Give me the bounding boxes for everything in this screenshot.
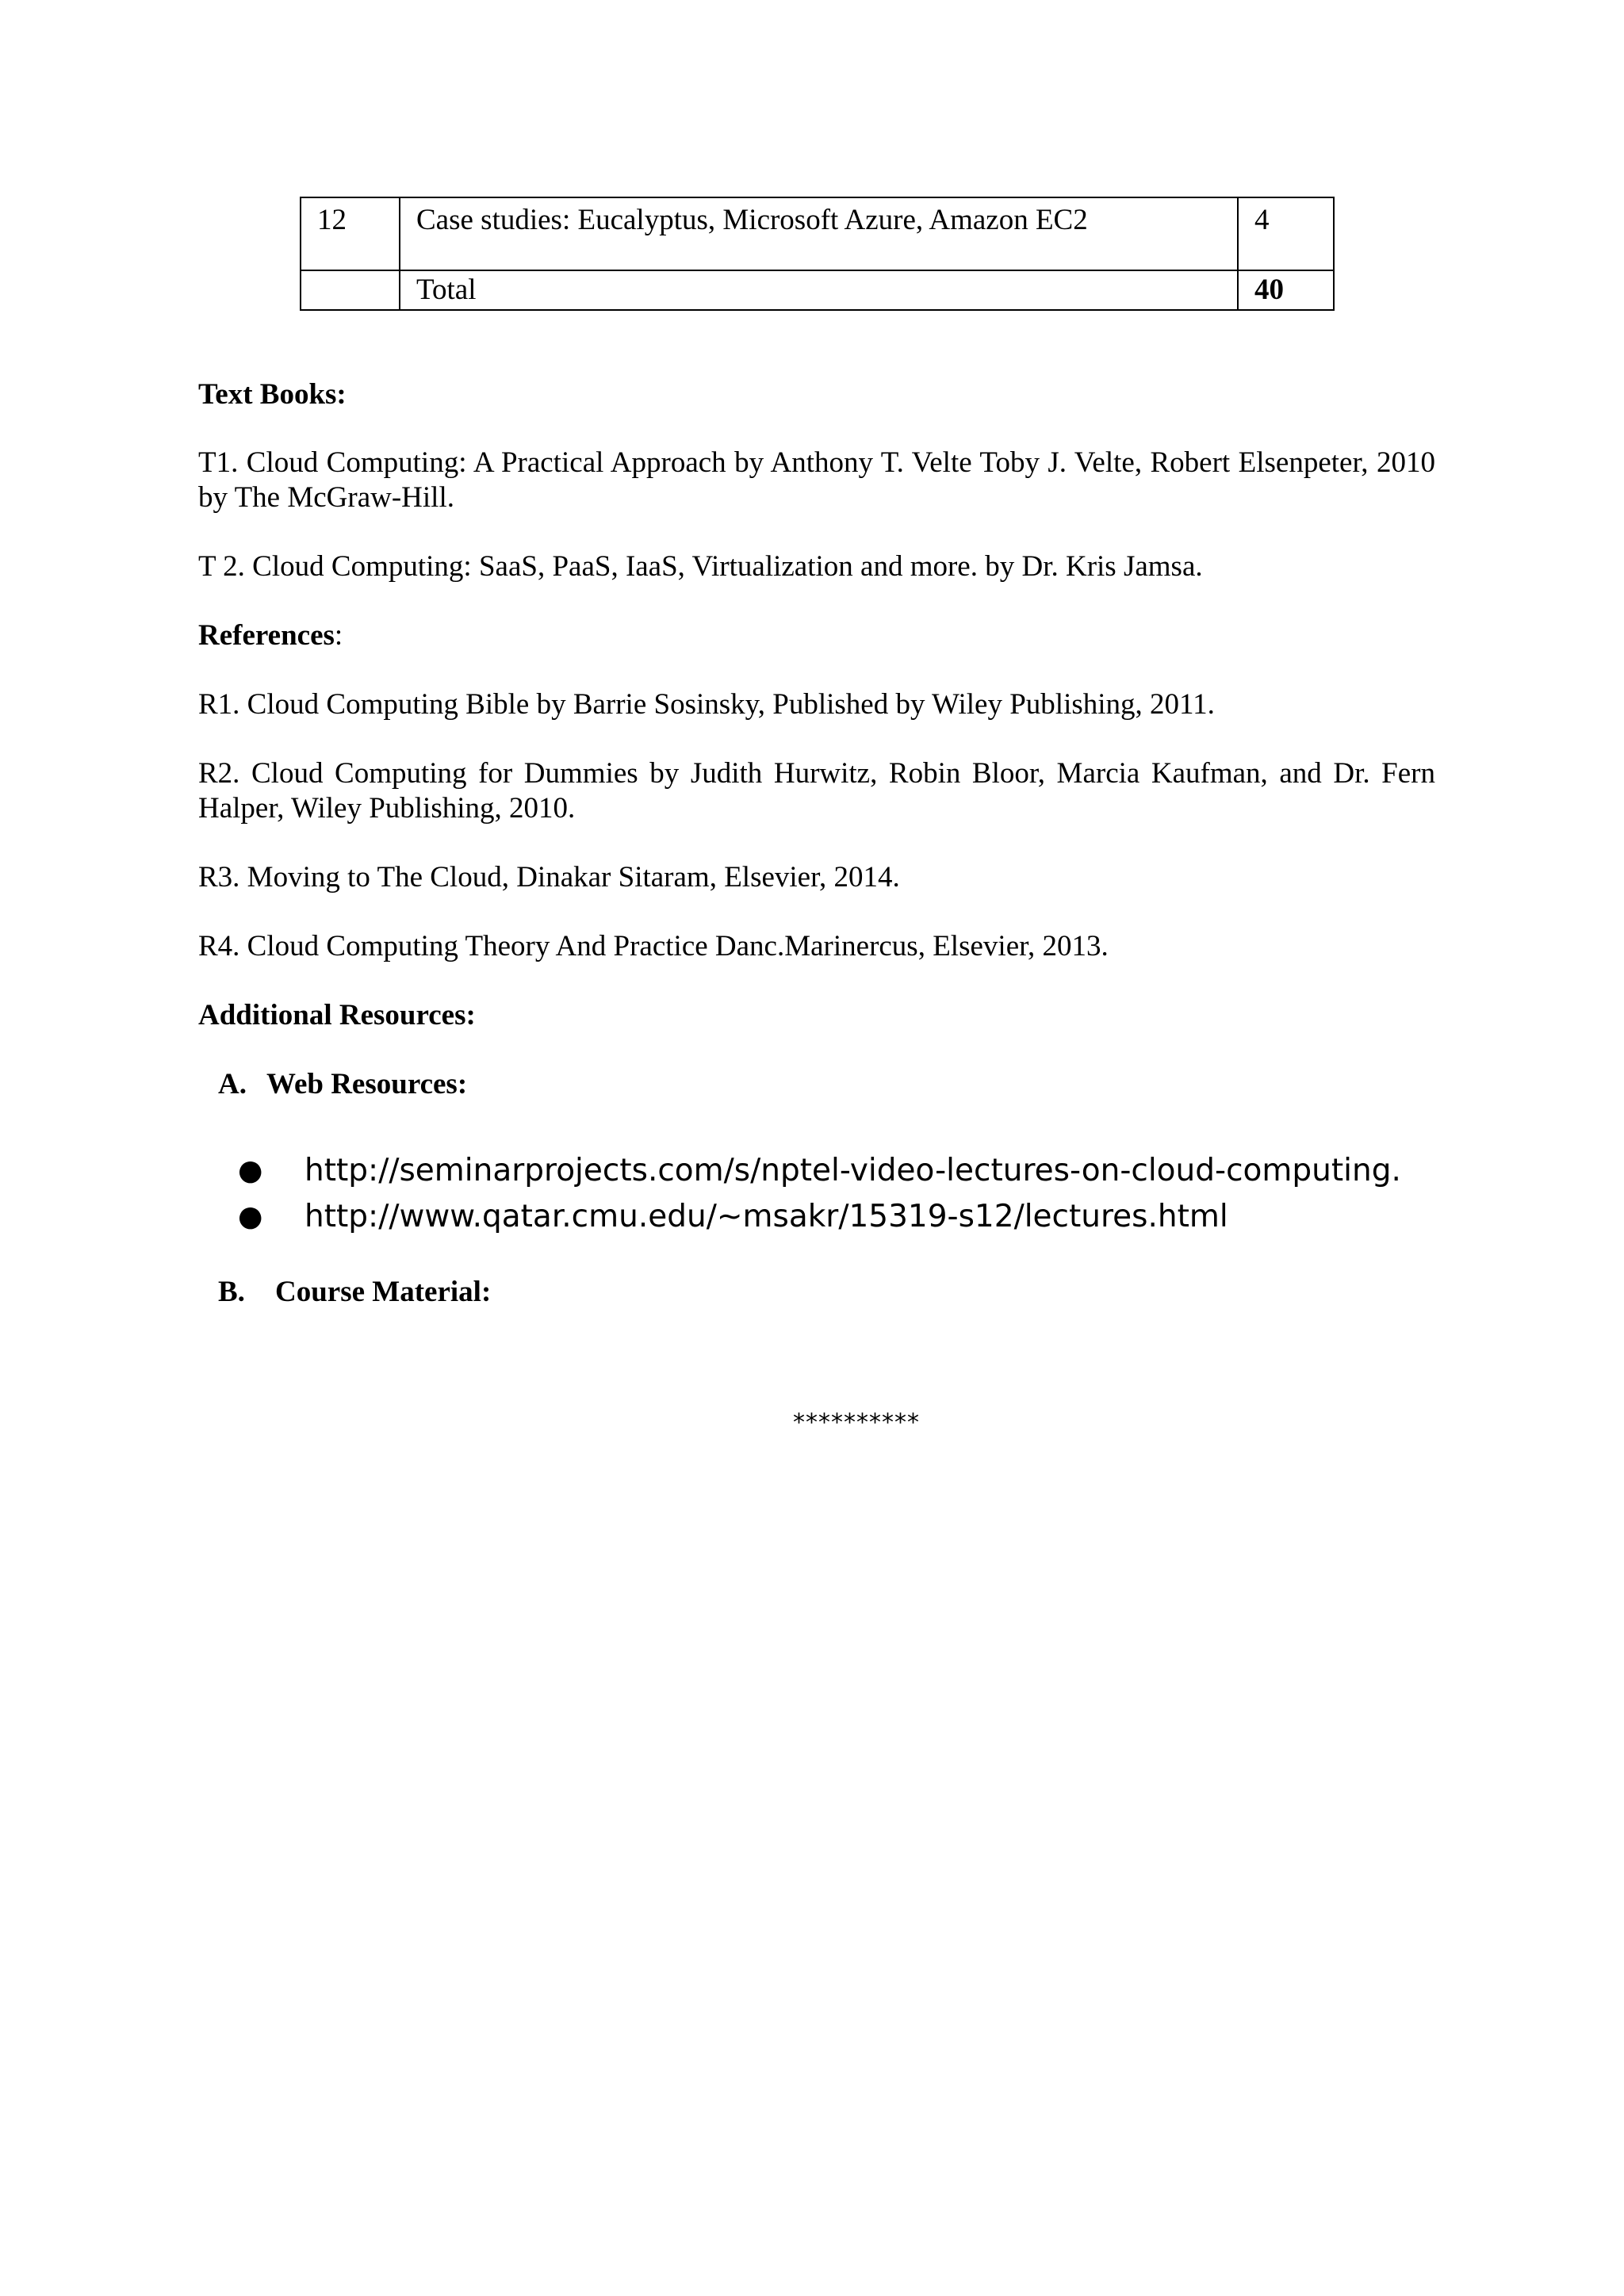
end-divider-stars: **********: [793, 1409, 920, 1437]
text-books-heading: Text Books:: [198, 378, 347, 411]
additional-resources-heading: Additional Resources:: [198, 999, 476, 1031]
web-resource-link[interactable]: http://seminarprojects.com/s/nptel-video-lectures-on-cloud-computing.: [304, 1153, 1401, 1188]
table-total-row: [301, 270, 1334, 310]
course-material-marker: B.: [218, 1276, 245, 1308]
total-hours-cell: 40: [1238, 270, 1334, 310]
list-item: [238, 1148, 1401, 1194]
reference-item: R1. Cloud Computing Bible by Barrie Sosinsky, Published by Wiley Publishing, 2011.: [198, 688, 1215, 721]
references-heading-label: References: [198, 619, 335, 652]
reference-item: R4. Cloud Computing Theory And Practice Danc.Marinercus, Elsevier, 2013.: [198, 930, 1109, 962]
web-resources-heading: [218, 1067, 467, 1102]
reference-item: R2. Cloud Computing for Dummies by Judith Hurwitz, Robin Bloor, Marcia Kaufman, and Dr. Fern Halper, Wiley Publishing, 2010.: [198, 757, 1435, 825]
references-heading: [198, 618, 1435, 653]
text-book-item: T1. Cloud Computing: A Practical Approach by Anthony T. Velte Toby J. Velte, Robert Elsenpeter, 2010 by The McGraw-Hill.: [198, 446, 1435, 514]
course-material-label: Course Material:: [275, 1276, 492, 1308]
bullet-icon: ●: [238, 1154, 263, 1187]
unit-number-cell: [301, 270, 400, 310]
table-row: [301, 197, 1334, 270]
references-heading-colon: :: [334, 619, 343, 652]
list-item: [238, 1194, 1401, 1240]
web-resources-marker: A.: [218, 1068, 247, 1100]
web-resources-list: [238, 1148, 1401, 1240]
topic-cell: Case studies: Eucalyptus, Microsoft Azure, Amazon EC2: [400, 197, 1238, 270]
hours-cell: 4: [1238, 197, 1334, 270]
course-material-heading: [218, 1275, 491, 1310]
web-resource-link[interactable]: http://www.qatar.cmu.edu/~msakr/15319-s12/lectures.html: [304, 1199, 1228, 1234]
text-book-item: T 2. Cloud Computing: SaaS, PaaS, IaaS, Virtualization and more. by Dr. Kris Jamsa.: [198, 550, 1203, 583]
web-resources-label: Web Resources:: [266, 1068, 468, 1100]
unit-number-cell: 12: [301, 197, 400, 270]
total-label-cell: Total: [400, 270, 1238, 310]
bullet-icon: ●: [238, 1200, 263, 1233]
syllabus-table: [300, 197, 1335, 311]
reference-item: R3. Moving to The Cloud, Dinakar Sitaram, Elsevier, 2014.: [198, 861, 900, 894]
